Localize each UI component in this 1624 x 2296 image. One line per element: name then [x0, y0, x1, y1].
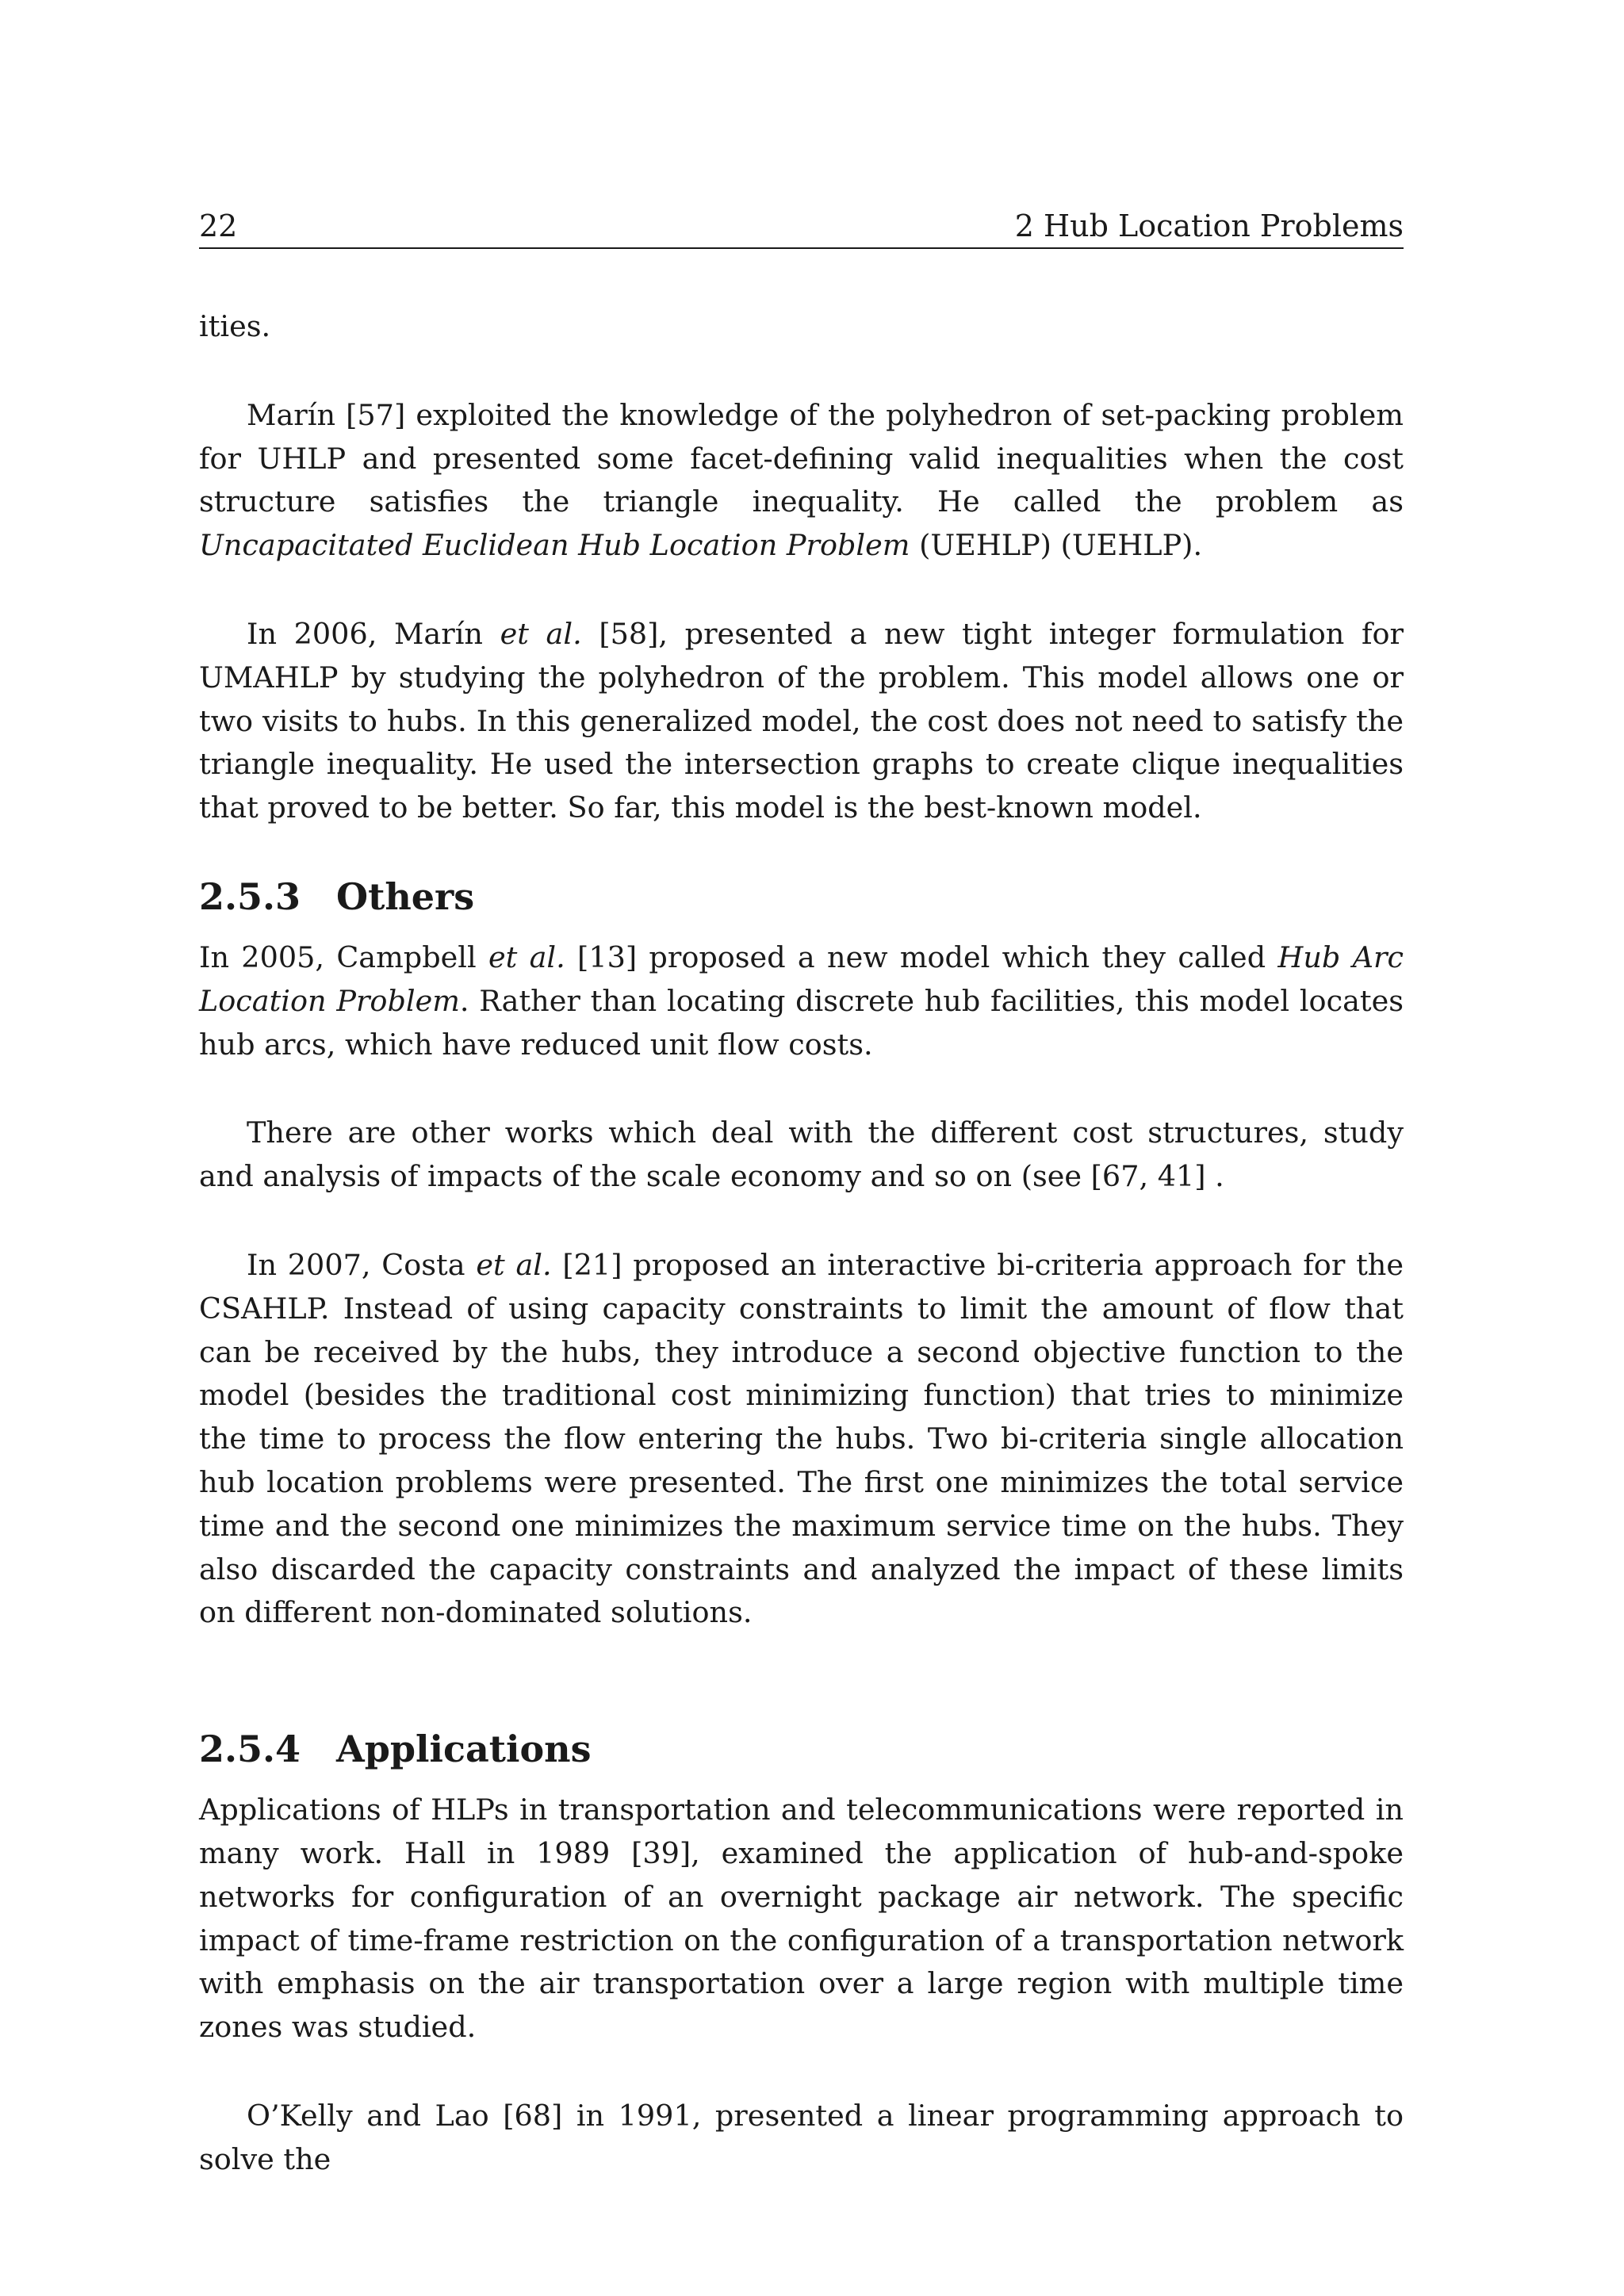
- paragraph-continuation: ities.: [199, 309, 271, 343]
- section-title: Others: [336, 874, 475, 918]
- body-text: [199, 305, 1404, 2182]
- section-title: Applications: [336, 1728, 592, 1771]
- section-heading-applications: [199, 1725, 1404, 1773]
- section-number: 2.5.4: [199, 1728, 301, 1771]
- section-number: 2.5.3: [199, 874, 301, 918]
- running-header: [199, 208, 1404, 249]
- paragraph-costa: In 2007, Costa et al. [21] proposed an interactive bi-criteria approach for the CSAHLP. Instead of using capacity constraints to limit the amount of flow that can be received by the hubs, they introduce a second objective function to the model (besides the traditional cost minimizing function) that tries to minimize the time to process the flow entering the hubs. Two bi-criteria single allocation hub location problems were presented. The first one minimizes the total service time and the second one minimizes the maximum service time on the hubs. They also discarded the capacity constraints and analyzed the impact of these limits on different non-dominated solutions.: [199, 1247, 1404, 1630]
- paragraph-okelly: O’Kelly and Lao [68] in 1991, presented a linear programming approach to solve the: [199, 2098, 1404, 2176]
- paragraph-campbell: In 2005, Campbell et al. [13] proposed a new model which they called Hub Arc Location Problem. Rather than locating discrete hub facilities, this model locates hub arcs, which have reduced unit flow costs.: [199, 939, 1404, 1062]
- paragraph-marin-2006a: Marín [57] exploited the knowledge of the polyhedron of set-packing problem for UHLP and presented some facet-defining valid inequalities when the cost structure satisfies the triangle inequality. He called the problem as Uncapacitated Euclidean Hub Location Problem (UEHLP) (UEHLP).: [199, 397, 1404, 563]
- page-number: 22: [199, 209, 238, 243]
- section-heading-others: [199, 873, 1404, 920]
- paragraph-hall: Applications of HLPs in transportation and telecommunications were reported in many work. Hall in 1989 [39], examined the application of hub-and-spoke networks for configuration of an overnight package air network. The specific impact of time-frame restriction on the configuration of a transportation network with emphasis on the air transportation over a large region with multiple time zones was studied.: [199, 1793, 1404, 2045]
- paragraph-marin-2006b: In 2006, Marín et al. [58], presented a new tight integer formulation for UMAHLP by studying the polyhedron of the problem. This model allows one or two visits to hubs. In this generalized model, the cost does not need to satisfy the triangle inequality. He used the intersection graphs to create clique inequalities that proved to be better. So far, this model is the best-known model.: [199, 616, 1404, 825]
- running-title: 2 Hub Location Problems: [1014, 209, 1404, 243]
- paragraph-other-works: There are other works which deal with the different cost structures, study and analysis of impacts of the scale economy and so on (see [67, 41] .: [199, 1115, 1404, 1194]
